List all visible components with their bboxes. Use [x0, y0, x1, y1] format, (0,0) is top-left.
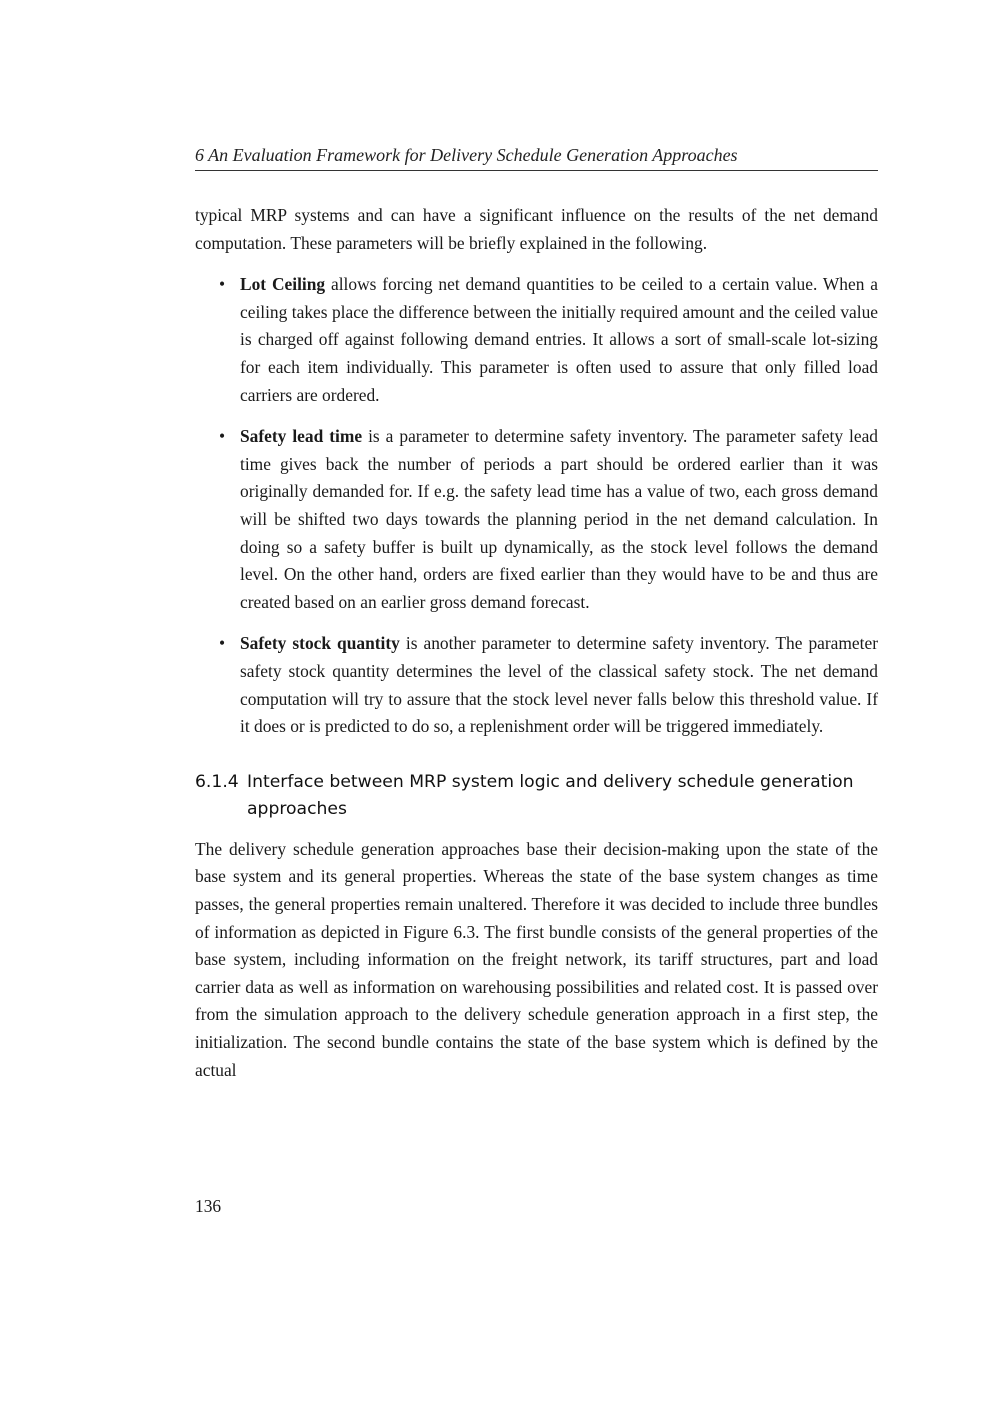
description-lot-ceiling: allows forcing net demand quantities to be ceiled to a certain value. When a ceiling takes place the difference between the initially required amount and the ceiled value is charged off against following demand entries. It allows a sort of small-scale lot-sizing for each item individually. This parameter is often used to assure that only filled load carriers are ordered. — [240, 274, 878, 405]
bullet-icon: • — [219, 426, 226, 447]
section-heading — [195, 769, 878, 824]
section-number: 6.1.4 — [195, 771, 239, 792]
term-lot-ceiling: Lot Ceiling — [240, 274, 326, 295]
parameter-list — [195, 271, 878, 741]
list-item-safety-lead-time — [195, 423, 878, 616]
list-item-lot-ceiling — [195, 271, 878, 409]
list-item-safety-stock-quantity — [195, 630, 878, 740]
bullet-icon: • — [219, 633, 226, 654]
intro-paragraph: typical MRP systems and can have a significant influence on the results of the net demand computation. These parameters will be briefly explained in the following. — [195, 205, 878, 253]
bullet-icon: • — [219, 274, 226, 295]
section-title: Interface between MRP system logic and delivery schedule generation approaches — [247, 771, 854, 820]
term-safety-lead-time: Safety lead time — [240, 426, 363, 447]
description-safety-stock-quantity: is another parameter to determine safety inventory. The parameter safety stock quantity determines the level of the classical safety stock. The net demand computation will try to assure that the stock level never falls below this threshold value. If it does or is predicted to do so, a replenishment order will be triggered immediately. — [240, 633, 878, 737]
page-body — [195, 202, 878, 1084]
header-rule — [195, 170, 878, 171]
running-header: 6 An Evaluation Framework for Delivery Schedule Generation Approaches — [195, 145, 738, 165]
section-paragraph: The delivery schedule generation approaches base their decision-making upon the state of the base system and its general properties. Whereas the state of the base system changes as time passes, the general properties remain unaltered. Therefore it was decided to include three bundles of information as depicted in Figure 6.3. The first bundle consists of the general properties of the base system, including information on the freight network, its tariff structures, part and load carrier data as well as information on warehousing possibilities and related cost. It is passed over from the simulation approach to the delivery schedule generation approach in a first step, the initialization. The second bundle contains the state of the base system which is defined by the actual — [195, 838, 878, 1080]
description-safety-lead-time: is a parameter to determine safety inventory. The parameter safety lead time gives back the number of periods a part should be ordered earlier than it was originally demanded for. If e.g. the safety lead time has a value of two, each gross demand will be shifted two days towards the planning period in the net demand calculation. In doing so a safety buffer is built up dynamically, as the stock level follows the demand level. On the other hand, orders are fixed earlier than they would have to be and thus are created based on an earlier gross demand forecast. — [240, 426, 878, 612]
page-number: 136 — [195, 1196, 222, 1216]
term-safety-stock-quantity: Safety stock quantity — [240, 633, 400, 654]
